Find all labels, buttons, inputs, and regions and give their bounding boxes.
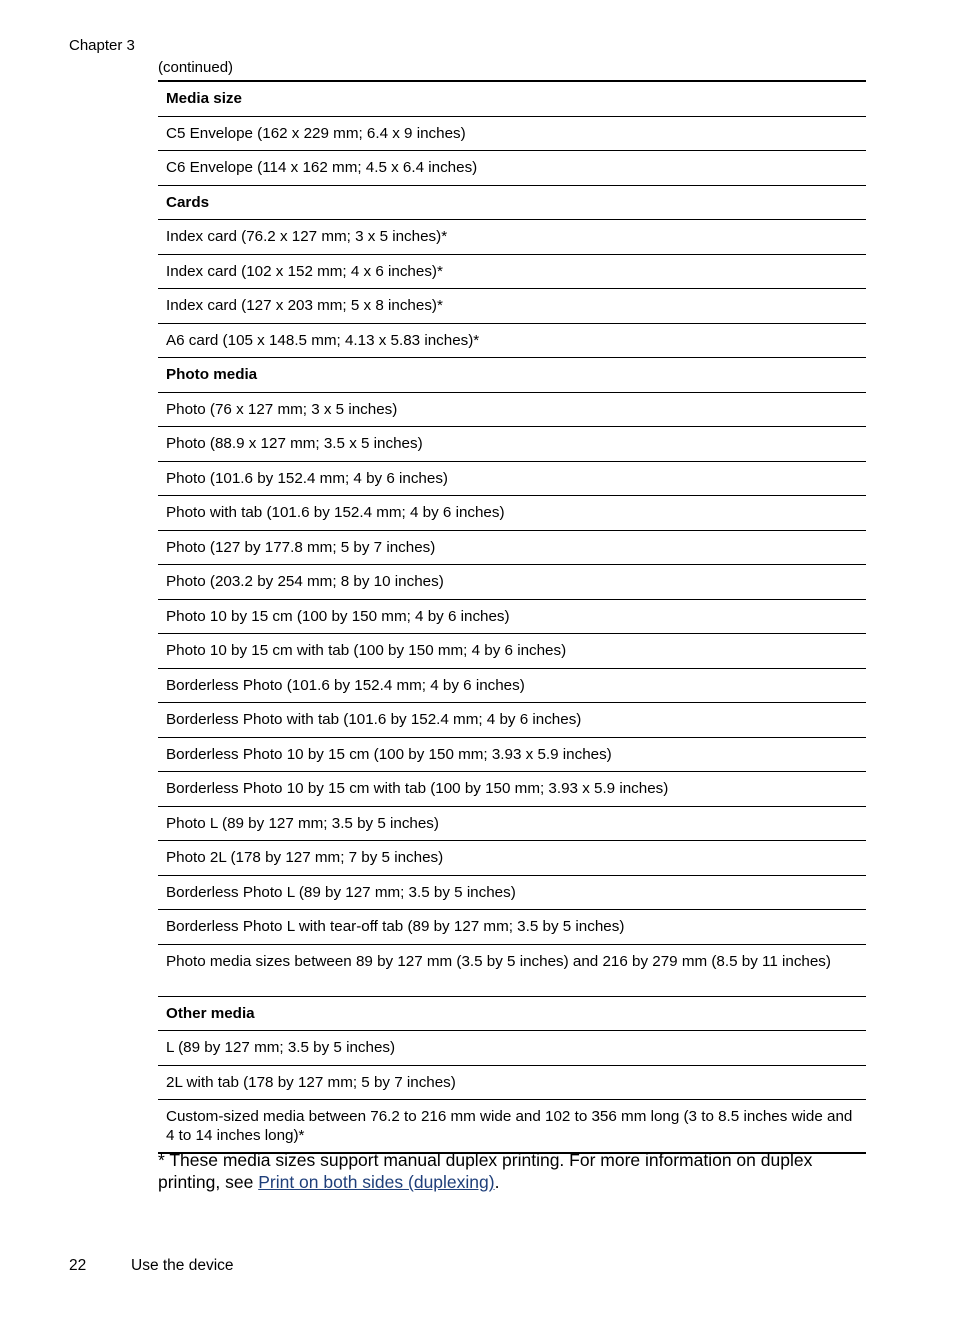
footnote-period: .: [494, 1172, 500, 1192]
footer-section-title: Use the device: [131, 1257, 234, 1274]
table-row: Photo (76 x 127 mm; 3 x 5 inches): [158, 393, 866, 428]
table-row: Photo L (89 by 127 mm; 3.5 by 5 inches): [158, 807, 866, 842]
table-row: A6 card (105 x 148.5 mm; 4.13 x 5.83 inches)*: [158, 324, 866, 359]
table-row: Borderless Photo 10 by 15 cm with tab (100 by 150 mm; 3.93 x 5.9 inches): [158, 772, 866, 807]
table-row: Photo with tab (101.6 by 152.4 mm; 4 by 6 inches): [158, 496, 866, 531]
table-row: C5 Envelope (162 x 229 mm; 6.4 x 9 inches): [158, 117, 866, 152]
media-size-table: [158, 80, 866, 1154]
table-row: Custom-sized media between 76.2 to 216 mm wide and 102 to 356 mm long (3 to 8.5 inches wide and 4 to 14 inches long)*: [166, 1108, 853, 1144]
table-row: Borderless Photo 10 by 15 cm (100 by 150 mm; 3.93 x 5.9 inches): [158, 738, 866, 773]
footnote: [158, 1149, 858, 1193]
table-row: Borderless Photo (101.6 by 152.4 mm; 4 by 6 inches): [158, 669, 866, 704]
table-row: Index card (127 x 203 mm; 5 x 8 inches)*: [158, 289, 866, 324]
table-row: Borderless Photo L with tear-off tab (89 by 127 mm; 3.5 by 5 inches): [158, 910, 866, 945]
duplexing-link[interactable]: Print on both sides (duplexing): [258, 1172, 495, 1192]
page-number: 22: [69, 1257, 87, 1274]
table-section-heading: Other media: [158, 997, 866, 1032]
table-row: Photo (88.9 x 127 mm; 3.5 x 5 inches): [158, 427, 866, 462]
table-row: Photo (101.6 by 152.4 mm; 4 by 6 inches): [158, 462, 866, 497]
table-row: Photo (203.2 by 254 mm; 8 by 10 inches): [158, 565, 866, 600]
table-row: Photo 10 by 15 cm (100 by 150 mm; 4 by 6 inches): [158, 600, 866, 635]
table-row: 2L with tab (178 by 127 mm; 5 by 7 inches): [158, 1066, 866, 1101]
table-row: Index card (102 x 152 mm; 4 x 6 inches)*: [158, 255, 866, 290]
table-section-heading: Media size: [158, 82, 866, 117]
table-row: Borderless Photo L (89 by 127 mm; 3.5 by 5 inches): [158, 876, 866, 911]
table-row: Photo 10 by 15 cm with tab (100 by 150 mm; 4 by 6 inches): [158, 634, 866, 669]
table-row: Index card (76.2 x 127 mm; 3 x 5 inches)*: [158, 220, 866, 255]
table-section-heading: Cards: [158, 186, 866, 221]
table-row: Photo media sizes between 89 by 127 mm (3.5 by 5 inches) and 216 by 279 mm (8.5 by 11 inches): [158, 945, 866, 997]
chapter-label: Chapter 3: [69, 37, 135, 54]
table-row: Photo 2L (178 by 127 mm; 7 by 5 inches): [158, 841, 866, 876]
table-row: C6 Envelope (114 x 162 mm; 4.5 x 6.4 inches): [158, 151, 866, 186]
table-row: Borderless Photo with tab (101.6 by 152.4 mm; 4 by 6 inches): [158, 703, 866, 738]
footnote-text: * These media sizes support manual duplex printing. For more information on duplex printing, see: [158, 1150, 813, 1192]
table-row: L (89 by 127 mm; 3.5 by 5 inches): [158, 1031, 866, 1066]
table-section-heading: Photo media: [158, 358, 866, 393]
continued-label: (continued): [158, 59, 234, 76]
table-row: Photo (127 by 177.8 mm; 5 by 7 inches): [158, 531, 866, 566]
